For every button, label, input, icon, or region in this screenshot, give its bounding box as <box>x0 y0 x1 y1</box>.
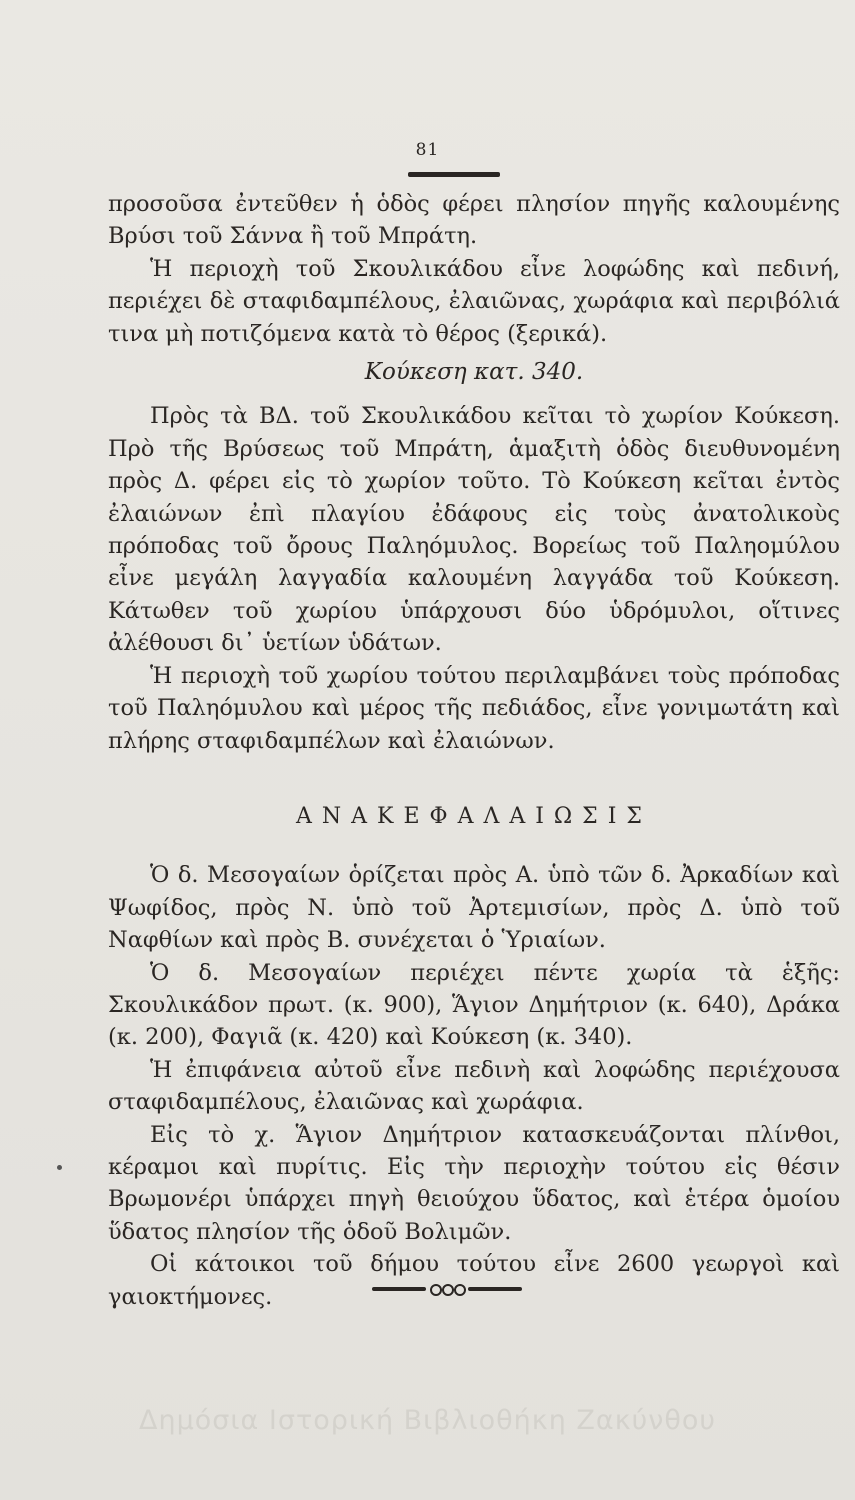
library-watermark: Δημόσια Ιστορική Βιβλιοθήκη Ζακύνθου <box>139 1405 716 1436</box>
paragraph: Ὁ δ. Μεσογαίων ὁρίζεται πρὸς Α. ὑπὸ τῶν δ. Ἀρκαδίων καὶ Ψωφίδος, πρὸς Ν. ὑπὸ τοῦ Ἀρτεμισίων, πρὸς Δ. ὑπὸ τοῦ Ναφθίων καὶ πρὸς Β. συνέχεται ὁ Ὑριαίων. <box>108 862 840 954</box>
paragraph: Ἡ περιοχὴ τοῦ χωρίου τούτου περιλαμβάνει τοὺς πρόποδας τοῦ Παληόμυλου καὶ μέρος τῆς πεδιάδος, εἶνε γονιμωτάτη καὶ πλήρης σταφιδαμπέλων καὶ ἐλαιώνων. <box>108 662 840 754</box>
paragraph: Εἰς τὸ χ. Ἅγιον Δημήτριον κατασκευάζονται πλίνθοι, κέραμοι καὶ πυρίτις. Εἰς τὴν περιοχὴν τούτου εἰς θέσιν Βρωμονέρι ὑπάρχει πηγὴ θειούχου ὕδατος, καὶ ἑτέρα ὁμοίου ὕδατος πλησίον τῆς ὁδοῦ Βολιμῶν. <box>108 1121 840 1245</box>
page-number: 81 <box>415 140 440 160</box>
paragraph: Ἡ ἐπιφάνεια αὐτοῦ εἶνε πεδινὴ καὶ λοφώδης περιέχουσα σταφιδαμπέλους, ἐλαιῶνας καὶ χωράφια. <box>108 1056 840 1116</box>
summary-heading: ΑΝΑΚΕΦΑΛΑΙΩΣΙΣ <box>296 803 652 829</box>
ink-speck <box>57 1165 62 1170</box>
folio-rule <box>408 172 500 177</box>
paragraph: Ὁ δ. Μεσογαίων περιέχει πέντε χωρία τὰ ἑξῆς: Σκουλικάδον πρωτ. (κ. 900), Ἅγιον Δημήτριον (κ. 640), Δράκα (κ. 200), Φαγιᾶ (κ. 420) καὶ Κούκεση (κ. 340). <box>108 959 840 1051</box>
end-ornament <box>372 1282 522 1296</box>
section-heading: Κούκεση κατ. 340. <box>364 359 584 386</box>
paragraph: Πρὸς τὰ ΒΔ. τοῦ Σκουλικάδου κεῖται τὸ χωρίον Κούκεση. Πρὸ τῆς Βρύσεως τοῦ Μπράτη, ἁμαξιτὴ ὁδὸς διευθυνομένη πρὸς Δ. φέρει εἰς τὸ χωρίον τοῦτο. Τὸ Κούκεση κεῖται ἐντὸς ἐλαιώνων ἐπὶ πλαγίου ἐδάφους εἰς τοὺς ἀνατολικοὺς πρόποδας τοῦ ὄρους Παληόμυλος. Βορείως τοῦ Παληομύλου εἶνε μεγάλη λαγγαδία καλουμένη λαγγάδα τοῦ Κούκεση. Κάτωθεν τοῦ χωρίου ὑπάρχουσι δύο ὑδρόμυλοι, οἵτινες ἀλέθουσι δι᾿ ὑετίων ὑδάτων. <box>108 403 840 657</box>
paragraph: Ἡ περιοχὴ τοῦ Σκουλικάδου εἶνε λοφώδης καὶ πεδινή, περιέχει δὲ σταφιδαμπέλους, ἐλαιῶνας, χωράφια καὶ περιβόλιά τινα μὴ ποτιζόμενα κατὰ τὸ θέρος (ξερικά). <box>108 255 840 347</box>
paragraph: Οἱ κάτοικοι τοῦ δήμου τούτου εἶνε 2600 γεωργοὶ καὶ γαιοκτήμονες. <box>108 1251 840 1310</box>
text-body <box>108 188 840 1313</box>
paragraph: προσοῦσα ἐντεῦθεν ἡ ὁδὸς φέρει πλησίον πηγῆς καλουμένης Βρύσι τοῦ Σάννα ἢ τοῦ Μπράτη. <box>108 191 840 250</box>
